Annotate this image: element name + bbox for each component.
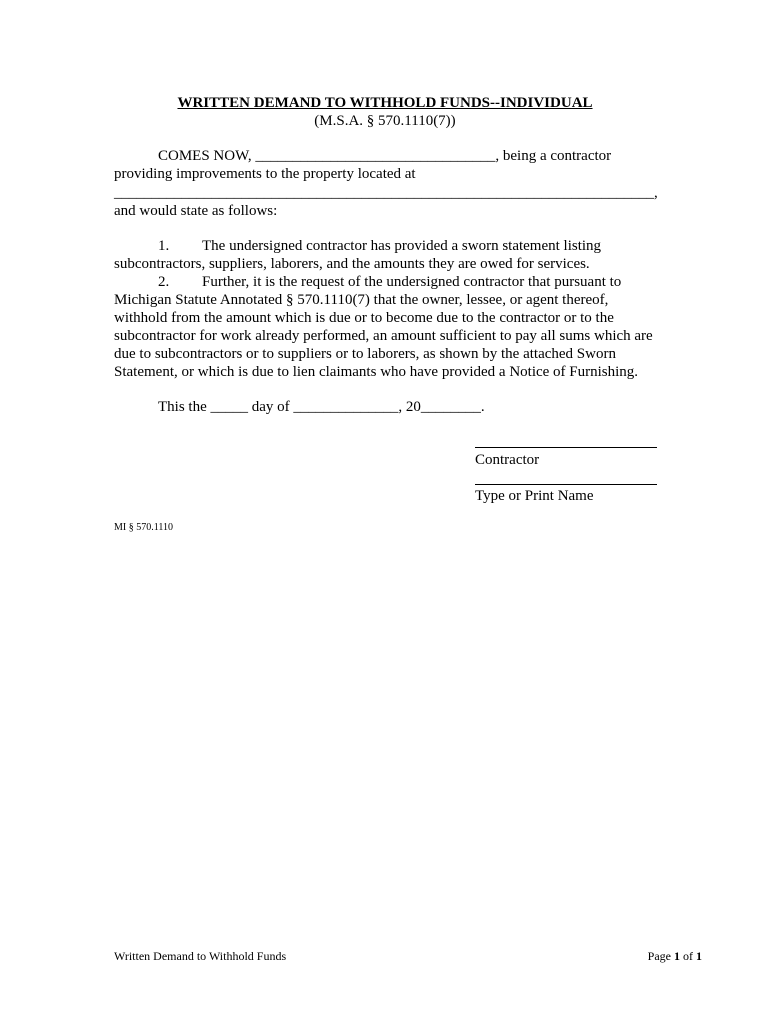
- paragraph-2-number: 2.: [158, 274, 170, 290]
- paragraph-2-line-5: due to subcontractors or to suppliers or to laborers, as shown by the attached Sworn: [114, 346, 616, 362]
- footer-title: Written Demand to Withhold Funds: [114, 949, 287, 963]
- intro-line-3: ________________________________________________________________________,: [114, 185, 658, 201]
- paragraph-2-line-6: Statement, or which is due to lien claimants who have provided a Notice of Furnishing.: [114, 364, 639, 380]
- paragraph-1-text: The undersigned contractor has provided a sworn statement listing: [202, 238, 602, 254]
- paragraph-2-line-1: [158, 273, 621, 291]
- footer-page-number: [648, 949, 702, 963]
- paragraph-2-line-3: withhold from the amount which is due or to become due to the contractor or to the: [114, 310, 614, 326]
- signature-line-contractor: [475, 447, 657, 448]
- date-line: This the _____ day of ______________, 20________.: [158, 399, 485, 415]
- intro-line-4: and would state as follows:: [114, 203, 278, 219]
- paragraph-1-line-1: [158, 237, 601, 255]
- document-title: WRITTEN DEMAND TO WITHHOLD FUNDS--INDIVIDUAL: [177, 95, 593, 111]
- page-of: of: [680, 949, 696, 963]
- page-current: 1: [674, 949, 680, 963]
- paragraph-2-text: Further, it is the request of the undersigned contractor that pursuant to: [202, 274, 622, 290]
- document-subtitle: (M.S.A. § 570.1110(7)): [314, 113, 456, 129]
- paragraph-2-line-2: Michigan Statute Annotated § 570.1110(7) that the owner, lessee, or agent thereof,: [114, 292, 609, 308]
- form-code: MI § 570.1110: [114, 522, 173, 533]
- intro-line-1: COMES NOW, ________________________________, being a contractor: [158, 148, 612, 164]
- intro-line-2: providing improvements to the property located at: [114, 166, 416, 182]
- signature-label-print-name: Type or Print Name: [475, 488, 594, 504]
- signature-line-print-name: [475, 484, 657, 485]
- paragraph-1-number: 1.: [158, 238, 170, 254]
- page-prefix: Page: [647, 949, 674, 963]
- paragraph-1-line-2: subcontractors, suppliers, laborers, and the amounts they are owed for services.: [114, 256, 590, 272]
- signature-label-contractor: Contractor: [475, 452, 540, 468]
- page-total: 1: [696, 949, 702, 963]
- paragraph-2-line-4: subcontractor for work already performed, an amount sufficient to pay all sums which are: [114, 328, 653, 344]
